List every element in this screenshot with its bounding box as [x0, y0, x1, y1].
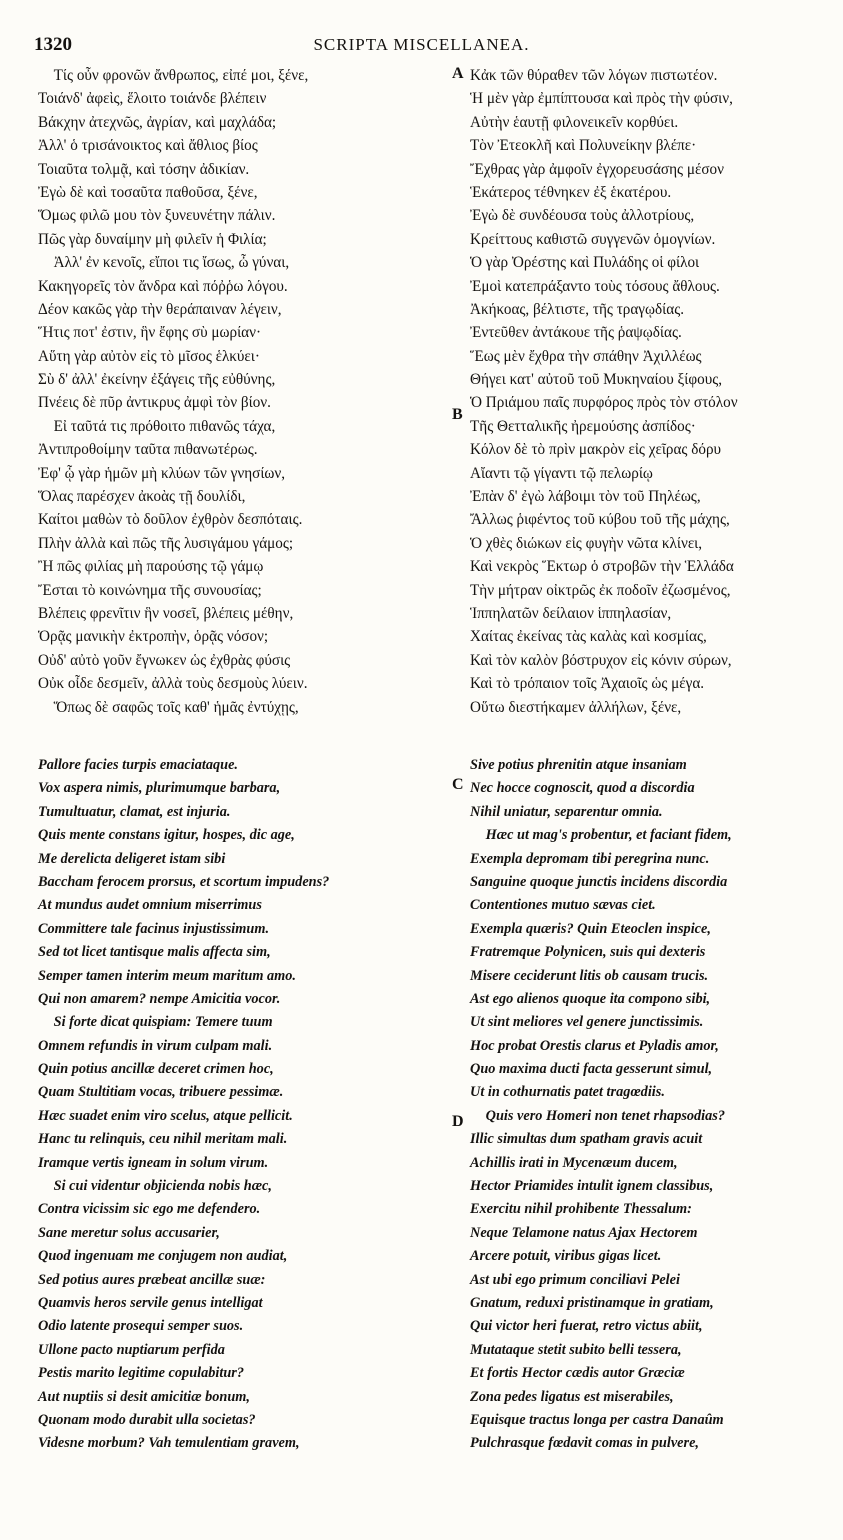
text-line: Semper tamen interim meum maritum amo.	[38, 967, 296, 984]
text-line: Hæc suadet enim viro scelus, atque pellicit.	[38, 1107, 293, 1124]
text-line: Οὐδ' αὐτὸ γοῦν ἔγνωκεν ὡς ἐχθρὰς φύσις	[38, 651, 291, 669]
text-line: Omnem refundis in virum culpam mali.	[38, 1037, 273, 1054]
text-line: Ἐμοὶ κατεπράξαντο τοὺς τόσους ἄθλους.	[470, 277, 720, 295]
text-line: At mundus audet omnium miserrimus	[38, 897, 262, 914]
text-line: Mutataque stetit subito belli tessera,	[470, 1341, 682, 1358]
text-line: Βάκχην ἀτεχνῶς, ἀγρίαν, καὶ μαχλάδα;	[38, 113, 277, 131]
text-line: Ἀλλ' ἐν κενοῖς, εἴποι τις ἴσως, ὦ γύναι,	[53, 254, 290, 272]
text-line: Pulchrasque fœdavit comas in pulvere,	[470, 1435, 699, 1452]
text-line: Ὁ Πριάμου παῖς πυρφόρος πρὸς τὸν στόλον	[470, 394, 738, 412]
text-line: Arcere potuit, viribus gigas licet.	[470, 1248, 662, 1265]
text-line: Nihil uniatur, separentur omnia.	[470, 803, 663, 820]
text-line: Ὁ γὰρ Ὀρέστης καὶ Πυλάδης οἱ φίλοι	[470, 254, 700, 272]
margin-marker-c: C	[452, 776, 464, 793]
text-line: Ἀντιπροθοίμην ταῦτα πιθανωτέρως.	[38, 441, 258, 459]
text-line: Ut sint meliores vel genere junctissimis.	[470, 1014, 704, 1031]
text-line: Καὶ τὸ τρόπαιον τοῖς Ἀχαιοῖς ὡς μέγα.	[470, 675, 705, 693]
text-line: Hæc ut mag's probentur, et faciant fidem,	[485, 827, 732, 844]
text-line: Hanc tu relinquis, ceu nihil meritam mali.	[38, 1131, 288, 1148]
text-line: Et fortis Hector cædis autor Græciæ	[470, 1365, 685, 1382]
text-line: Τῆς Θετταλικῆς ἠρεμούσης ἀσπίδος·	[470, 417, 696, 435]
text-line: Gnatum, reduxi pristinamque in gratiam,	[470, 1294, 714, 1311]
text-line: Quis mente constans igitur, hospes, dic age,	[38, 827, 295, 844]
text-line: Ὁ χθὲς διώκων εἰς φυγὴν νῶτα κλίνει,	[470, 534, 703, 552]
text-line: Si forte dicat quispiam: Temere tuum	[53, 1014, 273, 1031]
text-line: Ἔχθρας γὰρ ἀμφοῖν ἐγχορευσάσης μέσον	[470, 160, 724, 178]
text-line: Ἐφ' ᾧ γὰρ ἡμῶν μὴ κλύων τῶν γνησίων,	[38, 464, 286, 482]
text-line: Ἄλλως ῥιφέντος τοῦ κύβου τοῦ τῆς μάχης,	[470, 511, 730, 529]
text-line: Pestis marito legitime copulabitur?	[38, 1365, 244, 1382]
greek-text-right-column	[470, 64, 843, 719]
text-line: Sed potius aures præbeat ancillæ suæ:	[38, 1271, 266, 1288]
text-line: Baccham ferocem prorsus, et scortum impudens?	[38, 873, 330, 890]
text-line: Quin potius ancillæ deceret crimen hoc,	[38, 1061, 274, 1078]
text-line: Αὐτὴν ἑαυτῇ φιλονεικεῖν κορθύει.	[470, 113, 679, 131]
text-line: Quonam modo durabit ulla societas?	[38, 1411, 256, 1428]
text-line: Τὸν Ἐτεοκλῆ καὶ Πολυνείκην βλέπε·	[470, 137, 697, 155]
text-line: Nec hocce cognoscit, quod a discordia	[470, 780, 695, 797]
latin-translation-right-column	[470, 754, 843, 1456]
text-line: Ἐπὰν δ' ἐγὼ λάβοιμι τὸν τοῦ Πηλέως,	[470, 488, 701, 506]
text-line: Hector Priamides intulit ignem classibus,	[470, 1178, 714, 1195]
text-line: Θήγει κατ' αὐτοῦ τοῦ Μυκηναίου ξίφους,	[470, 371, 723, 389]
text-line: Εἰ ταῦτά τις πρόθοιτο πιθανῶς τάχα,	[53, 417, 276, 435]
text-line: Tumultuatur, clamat, est injuria.	[38, 803, 231, 820]
text-line: Videsne morbum? Vah temulentiam gravem,	[38, 1435, 300, 1452]
text-line: Ἀλλ' ὁ τρισάνοικτος καὶ ἄθλιος βίος	[38, 137, 258, 155]
text-line: Πλὴν ἀλλὰ καὶ πῶς τῆς λυσιγάμου γάμος;	[38, 534, 294, 552]
text-line: Οὐκ οἶδε δεσμεῖν, ἀλλὰ τοὺς δεσμοὺς λύειν.	[38, 675, 308, 693]
text-line: Fratremque Polynicen, suis qui dexteris	[470, 944, 706, 961]
text-line: Ἐγὼ δὲ συνδέουσα τοὺς ἀλλοτρίους,	[470, 207, 695, 225]
text-line: Sed tot licet tantisque malis affecta sim,	[38, 944, 271, 961]
text-line: Τοιάνδ' ἀφεὶς, ἕλοιτο τοιάνδε βλέπειν	[38, 90, 267, 108]
text-line: Ὅπως δὲ σαφῶς τοῖς καθ' ἡμᾶς ἐντύχῃς,	[53, 698, 299, 716]
text-line: Καὶ τὸν καλὸν βόστρυχον εἰς κόνιν σύρων,	[470, 651, 732, 669]
text-line: Ἕως μὲν ἔχθρα τὴν σπάθην Ἀχιλλέως	[470, 347, 702, 365]
text-line: Equisque tractus longa per castra Danaûm	[470, 1411, 724, 1428]
text-line: Hoc probat Orestis clarus et Pyladis amor,	[470, 1037, 719, 1054]
text-line: Ἢ πῶς φιλίας μὴ παρούσης τῷ γάμῳ	[38, 558, 264, 576]
text-line: Contentiones mutuo sævas ciet.	[470, 897, 656, 914]
text-line: Δέον κακῶς γὰρ τὴν θεράπαιναν λέγειν,	[38, 300, 282, 318]
text-line: Sane meretur solus accusarier,	[38, 1224, 220, 1241]
page-number: 1320	[34, 34, 72, 55]
text-line: Vox aspera nimis, plurimumque barbara,	[38, 780, 281, 797]
margin-marker-a: A	[452, 65, 464, 82]
text-line: Aut nuptiis si desit amicitiæ bonum,	[38, 1388, 250, 1405]
text-line: Illic simultas dum spatham gravis acuit	[470, 1131, 703, 1148]
text-line: Exempla depromam tibi peregrina nunc.	[470, 850, 710, 867]
text-line: Odio latente prosequi semper suos.	[38, 1318, 244, 1335]
margin-marker-d: D	[452, 1113, 464, 1130]
text-line: Ἑκάτερος τέθνηκεν ἐξ ἑκατέρου.	[470, 183, 672, 201]
text-line: Quam Stultitiam vocas, tribuere pessimæ.	[38, 1084, 284, 1101]
text-line: Quis vero Homeri non tenet rhapsodias?	[485, 1107, 726, 1124]
text-line: Αὕτη γὰρ αὐτὸν εἰς τὸ μῖσος ἑλκύει·	[38, 347, 260, 365]
text-line: Exercitu nihil prohibente Thessalum:	[470, 1201, 692, 1218]
text-line: Ὅλας παρέσχεν ἀκοὰς τῇ δουλίδι,	[38, 488, 246, 506]
text-line: Sanguine quoque junctis incidens discordia	[470, 873, 728, 890]
text-line: Qui victor heri fuerat, retro victus abiit,	[470, 1318, 703, 1335]
text-line: Ut in cothurnatis patet tragœdiis.	[470, 1084, 665, 1101]
text-line: Οὕτω διεστήκαμεν ἀλλήλων, ξένε,	[470, 698, 682, 716]
text-line: Achillis irati in Mycenæum ducem,	[470, 1154, 678, 1171]
text-line: Iramque vertis igneam in solum virum.	[38, 1154, 269, 1171]
text-line: Ast ubi ego primum conciliavi Pelei	[470, 1271, 680, 1288]
text-line: Σὺ δ' ἀλλ' ἐκείνην ἐξάγεις τῆς εὐθύνης,	[38, 371, 276, 389]
text-line: Ἥτις ποτ' ἐστιν, ἣν ἔφης σὺ μωρίαν·	[38, 324, 262, 342]
text-line: Quod ingenuam me conjugem non audiat,	[38, 1248, 288, 1265]
text-line: Qui non amarem? nempe Amicitia vocor.	[38, 990, 281, 1007]
text-line: Exempla quæris? Quin Eteoclen inspice,	[470, 920, 711, 937]
text-line: Zona pedes ligatus est miserabiles,	[470, 1388, 674, 1405]
greek-text-left-column	[38, 64, 418, 719]
running-head: SCRIPTA MISCELLANEA.	[313, 35, 530, 54]
text-line: Sive potius phrenitin atque insaniam	[470, 757, 687, 773]
text-line: Si cui videntur objicienda nobis hæc,	[53, 1178, 272, 1195]
text-line: Ἡ μὲν γὰρ ἐμπίπτουσα καὶ πρὸς τὴν φύσιν,	[470, 90, 733, 108]
text-line: Quamvis heros servile genus intelligat	[38, 1294, 263, 1311]
text-line: Neque Telamone natus Ajax Hectorem	[470, 1224, 698, 1241]
text-line: Αἴαντι τῷ γίγαντι τῷ πελωρίῳ	[470, 464, 653, 482]
text-line: Τίς οὖν φρονῶν ἄνθρωπος, εἰπέ μοι, ξένε,	[53, 67, 309, 84]
text-line: Πῶς γὰρ δυναίμην μὴ φιλεῖν ἡ Φιλία;	[38, 230, 267, 248]
text-line: Χαίτας ἐκείνας τὰς καλὰς καὶ κοσμίας,	[470, 628, 707, 646]
text-line: Ὅμως φιλῶ μου τὸν ξυνευνέτην πάλιν.	[38, 207, 276, 225]
text-line: Contra vicissim sic ego me defendero.	[38, 1201, 261, 1218]
text-line: Βλέπεις φρενῖτιν ἣν νοσεῖ, βλέπεις μέθην,	[38, 604, 294, 622]
margin-marker-b: B	[452, 406, 463, 423]
text-line: Κρείττους καθιστῶ συγγενῶν ὁμογνίων.	[470, 230, 716, 248]
text-line: Ὁρᾷς μανικὴν ἐκτροπὴν, ὁρᾷς νόσον;	[38, 628, 269, 646]
text-line: Me derelicta deligeret istam sibi	[38, 850, 226, 867]
text-line: Πνέεις δὲ πῦρ ἀντικρυς ἀμφὶ τὸν βίον.	[38, 394, 271, 412]
text-line: Ἐγὼ δὲ καὶ τοσαῦτα παθοῦσα, ξένε,	[38, 183, 258, 201]
text-line: Ἱππηλατῶν δείλαιον ἱππηλασίαν,	[470, 604, 672, 622]
text-line: Τὴν μήτραν οἰκτρῶς ἐκ ποδοῖν ἐζωσμένος,	[470, 581, 731, 599]
text-line: Pallore facies turpis emaciataque.	[38, 757, 239, 773]
text-line: Τοιαῦτα τολμᾷ, καὶ τόσην ἀδικίαν.	[38, 160, 250, 178]
latin-translation-left-column	[38, 754, 418, 1456]
text-line: Ἔσται τὸ κοινώνημα τῆς συνουσίας;	[38, 581, 262, 599]
text-line: Ast ego alienos quoque ita compono sibi,	[470, 990, 711, 1007]
text-line: Committere tale facinus injustissimum.	[38, 920, 270, 937]
text-line: Κακηγορεῖς τὸν ἄνδρα καὶ πόῤῥω λόγου.	[38, 277, 288, 295]
text-line: Misere ceciderunt litis ob causam trucis.	[470, 967, 709, 984]
text-line: Quo maxima ducti facta gesserunt simul,	[470, 1061, 713, 1078]
text-line: Ἐντεῦθεν ἀντάκουε τῆς ῥαψῳδίας.	[470, 324, 682, 342]
text-line: Καίτοι μαθὼν τὸ δοῦλον ἐχθρὸν δεσπόταις.	[38, 511, 303, 529]
text-line: Ullone pacto nuptiarum perfida	[38, 1341, 225, 1358]
text-line: Καὶ νεκρὸς Ἕκτωρ ὁ στροβῶν τὴν Ἑλλάδα	[470, 558, 734, 576]
text-line: Κἀκ τῶν θύραθεν τῶν λόγων πιστωτέον.	[470, 67, 718, 84]
text-line: Ἀκήκοας, βέλτιστε, τῆς τραγῳδίας.	[470, 300, 685, 318]
text-line: Κόλον δὲ τὸ πρὶν μακρὸν εἰς χεῖρας δόρυ	[470, 441, 722, 459]
